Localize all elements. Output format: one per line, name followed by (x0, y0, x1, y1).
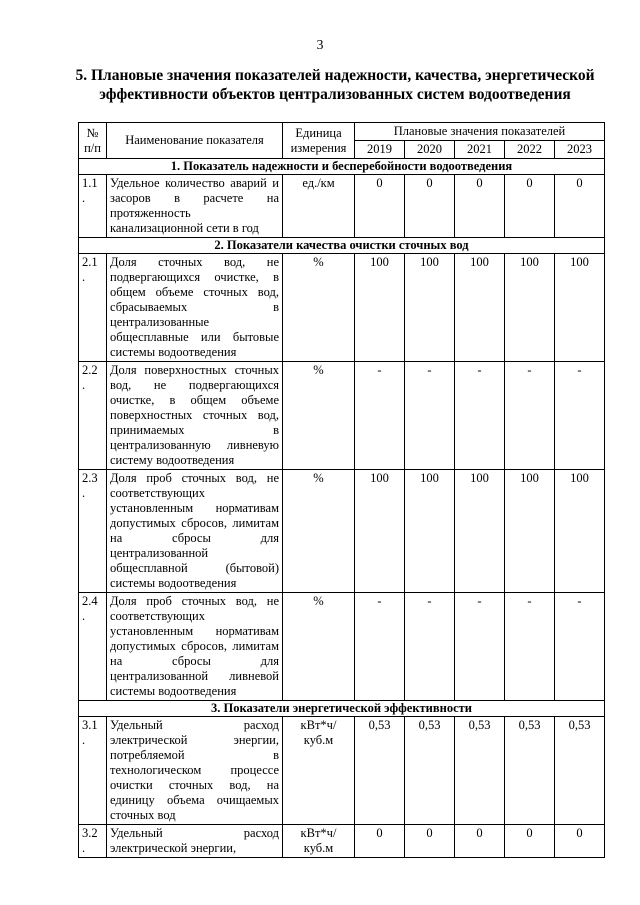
value-cell: 0 (405, 825, 455, 858)
value-cell: 100 (405, 254, 455, 362)
value-cell: 0 (405, 175, 455, 238)
value-cell: 0 (505, 825, 555, 858)
value-cell: 0 (355, 825, 405, 858)
unit-cell: % (283, 254, 355, 362)
table-row (79, 254, 605, 362)
value-cell: 100 (555, 470, 605, 593)
value-cell: 100 (455, 470, 505, 593)
indicator-name: Доля сточных вод, не подвергающихся очистке, в общем объеме сточных вод, сбрасываемых в централизованные общесплавные или бытовые системы водоотведения (107, 254, 283, 362)
unit-cell: % (283, 593, 355, 701)
value-cell: 0,53 (355, 717, 405, 825)
header-year: 2021 (455, 141, 505, 159)
value-cell: 0 (505, 175, 555, 238)
value-cell: - (505, 593, 555, 701)
value-cell: - (355, 593, 405, 701)
page-number: 3 (316, 38, 324, 53)
section-row (79, 701, 605, 717)
value-cell: - (405, 362, 455, 470)
value-cell: 0,53 (505, 717, 555, 825)
value-cell: 100 (555, 254, 605, 362)
unit-cell: ед./км (283, 175, 355, 238)
indicator-name: Удельное количество аварий и засоров в расчете на протяженность канализационной сети в год (107, 175, 283, 238)
header-unit: Единица измерения (283, 123, 355, 159)
value-cell: 100 (455, 254, 505, 362)
indicator-name: Доля проб сточных вод, не соответствующих установленным нормативам допустимых сбросов, лимитам на сбросы для централизованной ливневой системы водоотведения (107, 593, 283, 701)
row-number: 3.1 . (79, 717, 107, 825)
value-cell: 100 (355, 254, 405, 362)
section-title: 1. Показатель надежности и бесперебойности водоотведения (79, 159, 605, 175)
header-year: 2020 (405, 141, 455, 159)
indicators-table (78, 122, 605, 858)
indicator-name: Доля поверхностных сточных вод, не подвергающихся очистке, в общем объеме поверхностных сточных вод, принимаемых в централизованную ливневую систему водоотведения (107, 362, 283, 470)
value-cell: 0,53 (455, 717, 505, 825)
table-row (79, 717, 605, 825)
value-cell: 100 (505, 254, 555, 362)
value-cell: 0 (455, 175, 505, 238)
table-row (79, 362, 605, 470)
row-number: 2.4 . (79, 593, 107, 701)
unit-cell: % (283, 362, 355, 470)
table-row (79, 593, 605, 701)
document-title (70, 66, 600, 104)
value-cell: 0 (455, 825, 505, 858)
value-cell: 0 (555, 175, 605, 238)
value-cell: - (405, 593, 455, 701)
value-cell: - (355, 362, 405, 470)
header-no: № п/п (79, 123, 107, 159)
unit-cell: % (283, 470, 355, 593)
indicator-name: Удельный расход электрической энергии, потребляемой в технологическом процессе очистки сточных вод, на единицу объема очищаемых сточных вод (107, 717, 283, 825)
value-cell: 0,53 (555, 717, 605, 825)
table-body (79, 159, 605, 858)
value-cell: - (505, 362, 555, 470)
indicator-name: Удельный расход электрической энергии, (107, 825, 283, 858)
row-number: 1.1 . (79, 175, 107, 238)
value-cell: 100 (405, 470, 455, 593)
value-cell: - (555, 362, 605, 470)
value-cell: - (555, 593, 605, 701)
title-line-1: 5. Плановые значения показателей надежности, качества, энергетической (75, 67, 595, 84)
table-row (79, 825, 605, 858)
section-title: 2. Показатели качества очистки сточных вод (79, 238, 605, 254)
table-row (79, 470, 605, 593)
indicator-name: Доля проб сточных вод, не соответствующих установленным нормативам допустимых сбросов, лимитам на сбросы для централизованной общесплавной (бытовой) системы водоотведения (107, 470, 283, 593)
section-row (79, 159, 605, 175)
row-number: 2.1 . (79, 254, 107, 362)
value-cell: - (455, 593, 505, 701)
header-name: Наименование показателя (107, 123, 283, 159)
value-cell: - (455, 362, 505, 470)
section-row (79, 238, 605, 254)
row-number: 2.2 . (79, 362, 107, 470)
row-number: 3.2 . (79, 825, 107, 858)
value-cell: 100 (355, 470, 405, 593)
section-title: 3. Показатели энергетической эффективности (79, 701, 605, 717)
header-year: 2022 (505, 141, 555, 159)
unit-cell: кВт*ч/ куб.м (283, 717, 355, 825)
value-cell: 0 (355, 175, 405, 238)
header-year: 2023 (555, 141, 605, 159)
value-cell: 100 (505, 470, 555, 593)
row-number: 2.3 . (79, 470, 107, 593)
header-planned-values: Плановые значения показателей (355, 123, 605, 141)
value-cell: 0,53 (405, 717, 455, 825)
header-year: 2019 (355, 141, 405, 159)
unit-cell: кВт*ч/ куб.м (283, 825, 355, 858)
title-line-2: эффективности объектов централизованных систем водоотведения (99, 86, 571, 103)
value-cell: 0 (555, 825, 605, 858)
table-row (79, 175, 605, 238)
